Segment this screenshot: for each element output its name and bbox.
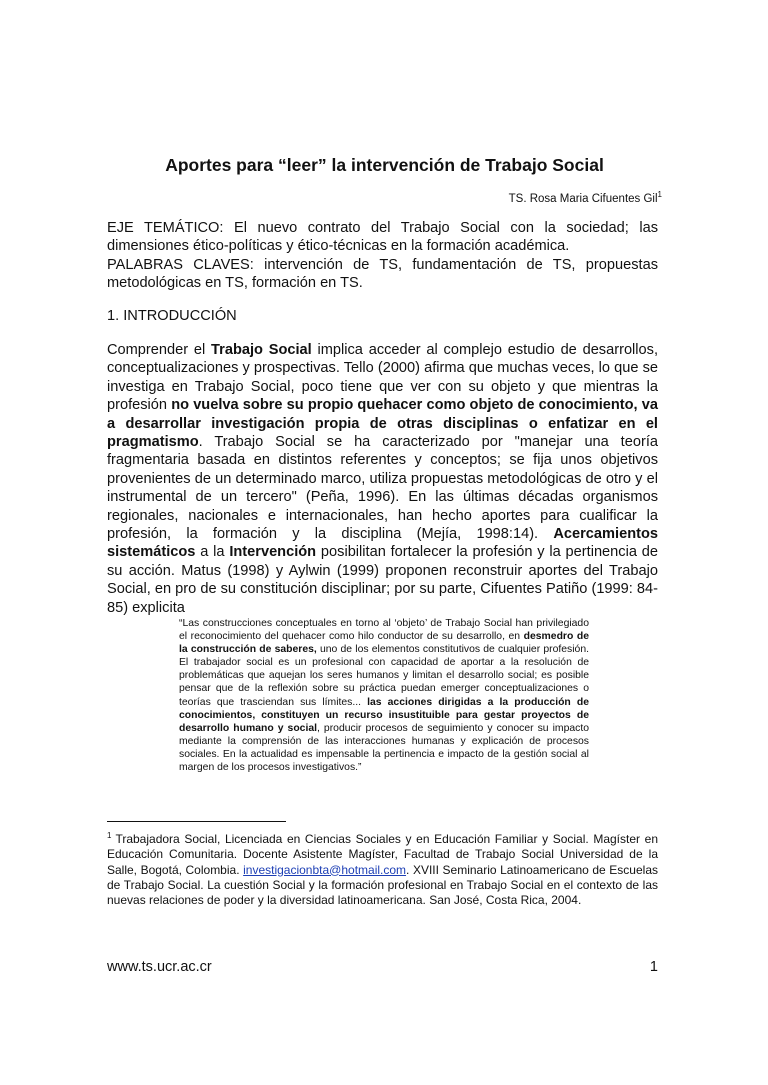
block-quote — [179, 617, 589, 774]
palabras-claves: PALABRAS CLAVES: intervención de TS, fundamentación de TS, propuestas metodológicas en TS, formación en TS. — [107, 256, 658, 292]
quote-text: , producir procesos de seguimiento y conocer su impacto mediante la comprensión de las interacciones humanas y explicación de procesos sociales. En la actualidad es impensable la pertinencia e impacto de la gestión social al margen de los procesos investigativos.” — [179, 722, 589, 774]
footnote-separator — [107, 821, 286, 822]
para-text: . Trabajo Social se ha caracterizado por "manejar una teoría fragmentaria basada en distintos referentes y conceptos; se fija unos objetivos provenientes de un determinado marco, utiliza propuestas metodológicas de otro y el instrumental de un tercero" (Peña, 1996). En las últimas décadas organismos regionales, nacionales e internacionales, han hecho aportes para cualificar la profesión, la formación y la disciplina (Mejía, 1998:14). — [107, 434, 658, 543]
footnote-text: . XVIII Seminario Latinoamericano de Escuelas de Trabajo Social. La cuestión Social y la formación profesional en Trabajo Social en el contexto de las nuevas relaciones de poder y la diversidad latinoamericana. San José, Costa Rica, 2004. — [107, 862, 658, 908]
section-heading: 1. INTRODUCCIÓN — [107, 308, 237, 324]
para-text: posibilitan fortalecer la profesión y la pertinencia de su acción. Matus (1998) y Aylwin (1999) proponen reconstruir aportes del Trabajo Social, en pro de su constitución disciplinar; por su parte, Cifuentes Patiño (1999: 84-85) explicita — [107, 544, 658, 616]
footer-url: www.ts.ucr.ac.cr — [107, 959, 212, 975]
para-bold: Intervención — [229, 544, 317, 561]
document-title: Aportes para “leer” la intervención de Trabajo Social — [165, 155, 604, 175]
quote-text: “Las construcciones conceptuales en torno al ‘objeto’ de Trabajo Social han privilegiado el reconocimiento del quehacer como hilo conductor de su desarrollo, en — [179, 618, 589, 643]
author-name: TS. Rosa Maria Cifuentes Gil — [508, 192, 658, 205]
para-text: implica acceder al complejo estudio de desarrollos, conceptualizaciones y prospectivas. Tello (2000) afirma que muchas veces, lo que se investiga en Trabajo Social, poco tiene que ver con su objeto y que mientras la profesión — [107, 342, 659, 414]
para-bold: no vuelva sobre su propio quehacer como objeto de conocimiento, va a desarrollar investigación propia de otras disciplinas o enfatizar en el pragmatismo — [107, 397, 658, 451]
author-footnote-ref: 1 — [657, 190, 662, 199]
para-text: Comprender el — [107, 342, 212, 358]
para-bold: Trabajo Social — [211, 342, 312, 358]
quote-text: uno de los elementos constitutivos de cualquier profesión. El trabajador social es un profesional con capacidad de aportar a la resolución de problemáticas que aquejan los seres humanos y limitan el desarrollo social; es posible pensar que de la reflexión sobre su práctica puedan emerger conceptualizaciones o teorías que trasciendan sus límites... — [179, 644, 589, 708]
para-bold: Acercamientos sistemáticos — [107, 526, 658, 561]
eje-tematico-block — [107, 219, 658, 293]
footnote — [107, 828, 658, 908]
intro-paragraph — [107, 341, 658, 617]
quote-bold: desmedro de la construcción de saberes, — [179, 631, 589, 656]
author-line — [509, 190, 662, 205]
footnote-number: 1 — [107, 831, 112, 840]
footnote-text: Trabajadora Social, Licenciada en Ciencias Sociales y en Educación Familiar y Social. Magíster en Educación Comunitaria. Docente Asistente Magíster, Facultad de Trabajo Social Universidad de la Salle, Bogotá, Colombia. — [107, 832, 658, 877]
para-text: a la — [195, 544, 230, 561]
eje-tematico: EJE TEMÁTICO: El nuevo contrato del Trabajo Social con la sociedad; las dimensiones ético-políticas y ético-técnicas en la formación académica. — [107, 220, 658, 255]
quote-bold: las acciones dirigidas a la producción de conocimientos, constituyen un recurso insustituible para gestar proyectos de desarrollo humano y social — [179, 696, 589, 734]
email-link[interactable]: investigacionbta@hotmail.com — [243, 862, 407, 877]
page-number: 1 — [649, 959, 658, 975]
